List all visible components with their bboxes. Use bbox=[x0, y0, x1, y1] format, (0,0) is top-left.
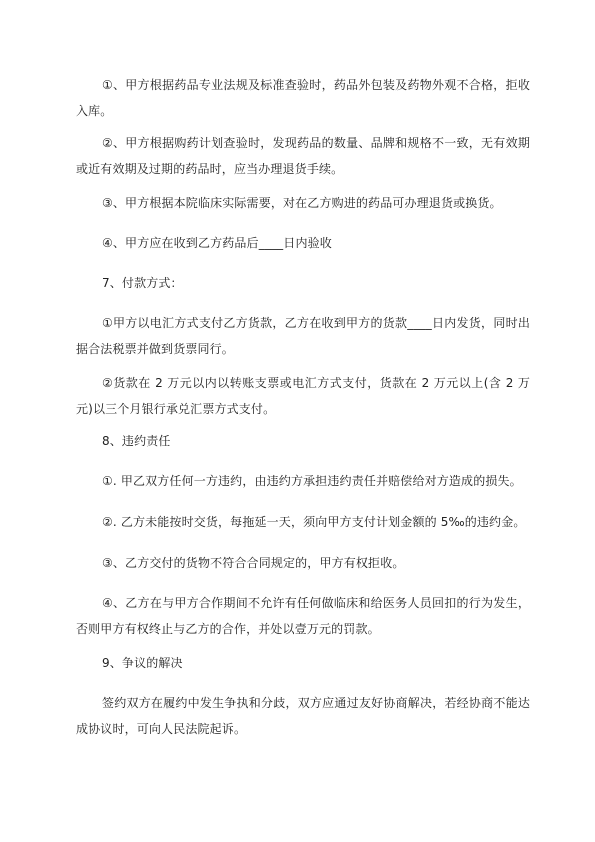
liability-item-1: ①. 甲乙双方任何一方违约，由违约方承担违约责任并赔偿给对方造成的损失。 bbox=[102, 474, 522, 488]
section-heading-liability: 8、违约责任 bbox=[102, 434, 171, 448]
clause-6-item-2: ②、甲方根据购药计划查验时，发现药品的数量、品牌和规格不一致，无有效期或近有效期及过期的药品时，应当办理退货手续。 bbox=[76, 136, 530, 176]
liability-item-2: ②. 乙方未能按时交货，每拖延一天，须向甲方支付计划金额的 5‰的违约金。 bbox=[102, 515, 526, 529]
liability-item-4: ④、乙方在与甲方合作期间不允许有任何做临床和给医务人员回扣的行为发生，否则甲方有权终止与乙方的合作，并处以壹万元的罚款。 bbox=[76, 596, 530, 636]
clause-6-item-1: ①、甲方根据药品专业法规及标准查验时，药品外包装及药物外观不合格，拒收入库。 bbox=[76, 78, 530, 118]
liability-item-3: ③、乙方交付的货物不符合合同规定的，甲方有权拒收。 bbox=[102, 556, 405, 570]
section-heading-payment: 7、付款方式： bbox=[102, 276, 183, 290]
section-heading-dispute: 9、争议的解决 bbox=[102, 656, 183, 670]
dispute-paragraph: 签约双方在履约中发生争执和分歧，双方应通过友好协商解决，若经协商不能达成协议时，可向人民法院起诉。 bbox=[76, 696, 530, 736]
clause-6-item-4: ④、甲方应在收到乙方药品后____日内验收 bbox=[102, 236, 332, 250]
clause-6-item-3: ③、甲方根据本院临床实际需要，对在乙方购进的药品可办理退货或换货。 bbox=[102, 196, 502, 210]
payment-item-1: ①甲方以电汇方式支付乙方货款，乙方在收到甲方的货款____日内发货，同时出据合法税票并做到货票同行。 bbox=[76, 316, 530, 356]
payment-item-2: ②货款在 2 万元以内以转账支票或电汇方式支付，货款在 2 万元以上(含 2 万元)以三个月银行承兑汇票方式支付。 bbox=[76, 376, 530, 416]
